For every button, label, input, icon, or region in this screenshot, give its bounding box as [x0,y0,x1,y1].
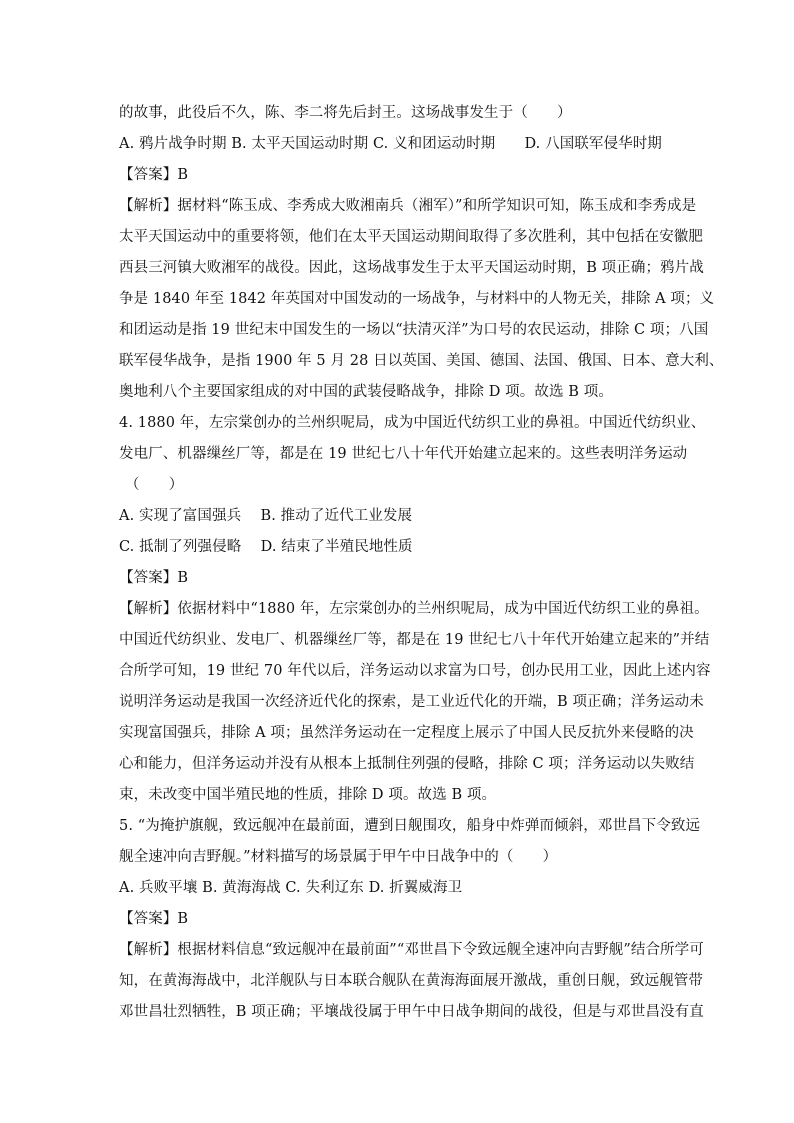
question-4: 4. 1880 年，左宗棠创办的兰州织呢局，成为中国近代纺织工业的鼻祖。中国近代纺织业、 [119,415,706,431]
text-line: 的故事，此役后不久，陈、李二将先后封王。这场战事发生于（ ） [119,105,572,121]
analysis-line: 合所学可知，19 世纪 70 年代以后，洋务运动以求富为口号，创办民用工业，因此上述内容 [119,663,711,679]
answer-label: 【答案】B [119,167,189,183]
analysis-line: 西县三河镇大败湘军的战役。因此，这场战事发生于太平天国运动时期，B 项正确；鸦片战 [119,260,704,276]
answer-options: A. 实现了富国强兵 B. 推动了近代工业发展 [119,508,413,524]
analysis-line: 奥地利八个主要国家组成的对中国的武装侵略战争，排除 D 项。故选 B 项。 [119,384,613,400]
analysis-line: 中国近代纺织业、发电厂、机器缫丝厂等，都是在 19 世纪七八十年代开始建立起来的”并结 [119,632,710,648]
analysis-line: 知，在黄海海战中，北洋舰队与日本联合舰队在黄海海面展开激战，重创日舰，致远舰管带 [119,973,703,989]
answer-options: C. 抵制了列强侵略 D. 结束了半殖民地性质 [119,539,413,555]
analysis-line: 【解析】据材料“陈玉成、李秀成大败湘南兵（湘军）”和所学知识可知，陈玉成和李秀成是 [119,198,697,214]
question-5-line: 舰全速冲向吉野舰。”材料描写的场景属于甲午中日战争中的（ ） [119,849,558,865]
analysis-line: 和团运动是指 19 世纪末中国发生的一场以“扶清灭洋”为口号的农民运动，排除 C 项；八国 [119,322,709,338]
analysis-line: 【解析】依据材料中“1880 年，左宗棠创办的兰州织呢局，成为中国近代纺织工业的鼻祖。 [119,601,709,617]
analysis-line: 实现富国强兵，排除 A 项；虽然洋务运动在一定程度上展示了中国人民反抗外来侵略的决 [119,725,694,741]
answer-options: A. 鸦片战争时期 B. 太平天国运动时期 C. 义和团运动时期 D. 八国联军侵华时期 [119,136,662,152]
analysis-line: 太平天国运动中的重要将领，他们在太平天国运动期间取得了多次胜利，其中包括在安徽肥 [119,229,703,245]
question-5: 5. “为掩护旗舰，致远舰冲在最前面，遭到日舰围攻，船身中炸弹而倾斜，邓世昌下令致远 [119,818,701,834]
analysis-line: 说明洋务运动是我国一次经济近代化的探索，是工业近代化的开端，B 项正确；洋务运动未 [119,694,704,710]
analysis-line: 争是 1840 年至 1842 年英国对中国发动的一场战争，与材料中的人物无关，排除 A 项；义 [119,291,715,307]
analysis-line: 束，未改变中国半殖民地的性质，排除 D 项。故选 B 项。 [119,787,497,803]
analysis-line: 联军侵华战争，是指 1900 年 5 月 28 日以英国、美国、德国、法国、俄国、日本、意大利、 [119,353,724,369]
analysis-line: 【解析】根据材料信息“致远舰冲在最前面”“邓世昌下令致远舰全速冲向吉野舰”结合所学可 [119,942,704,958]
analysis-line: 心和能力，但洋务运动并没有从根本上抵制住列强的侵略，排除 C 项；洋务运动以失败结 [119,756,695,772]
question-4-line: 发电厂、机器缫丝厂等，都是在 19 世纪七八十年代开始建立起来的。这些表明洋务运动 [119,446,688,462]
question-4-blank: （ ） [125,477,184,493]
answer-label: 【答案】B [119,570,189,586]
analysis-line: 邓世昌壮烈牺牲，B 项正确；平壤战役属于甲午中日战争期间的战役，但是与邓世昌没有直 [119,1004,704,1020]
answer-options: A. 兵败平壤 B. 黄海海战 C. 失利辽东 D. 折翼威海卫 [119,880,463,896]
answer-label: 【答案】B [119,911,189,927]
